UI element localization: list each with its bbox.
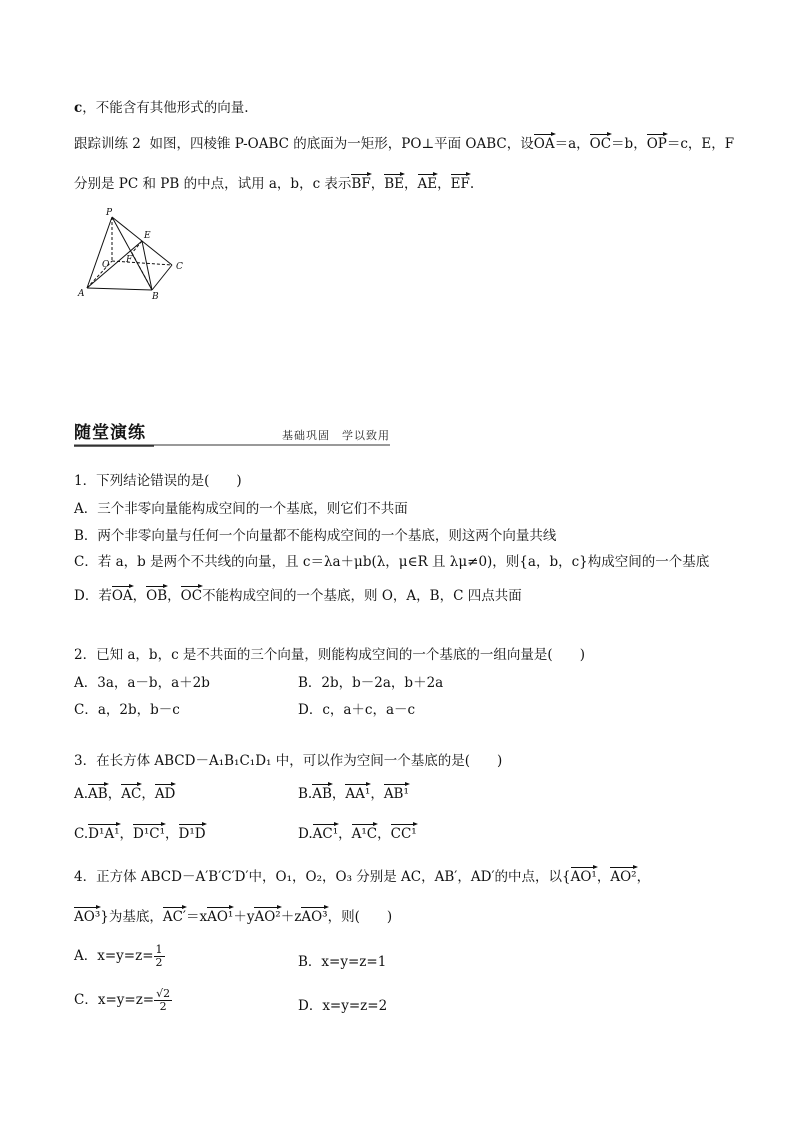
training-line-1 [74,132,734,152]
q3-option-c: C.D¹A¹，D¹C¹，D¹D [74,822,206,842]
q3-option-a: A.AB，AC，AD [74,782,175,802]
q4-rhs-2: ＋y [233,909,255,925]
q2-option-d: D．c，a＋c，a－c [298,702,416,718]
training-end: . [469,176,475,192]
training-text-2: 分别是 PC 和 PB 的中点，试用 a，b，c 表示 [74,176,352,192]
q4-c-den: 2 [159,1000,167,1013]
q1-option-d: D．若OA，OB，OC不能构成空间的一个基底，则 O，A，B，C 四点共面 [74,584,522,604]
q4-c-pre: C．x=y=z= [74,992,155,1008]
q4-stem-line-2 [74,905,392,925]
vector-bf: BF [351,172,370,192]
q4-basis-v2: AO² [610,865,636,885]
q3-a-v3: AD [155,782,176,802]
q4-stem-line-1: 4．正方体 ABCD－A′B′C′D′中，O₁，O₂，O₃ 分别是 AC，AB′，AD′的中点，以{AO¹，AO²， [74,865,650,885]
q1-stem: 1．下列结论错误的是( ) [74,473,242,489]
q1-option-b: B．两个非零向量与任何一个向量都不能构成空间的一个基底，则这两个向量共线 [74,528,557,544]
q4-option-c [74,988,172,1013]
q1-d-vec-oa: OA [112,584,133,604]
q1-d-pre: D．若 [74,588,112,604]
q4-option-b: B．x=y=z=1 [298,954,387,970]
q3-c-v2: D¹C¹ [133,822,165,842]
q3-a-v2: AC [121,782,141,802]
vector-ae: AE [418,172,438,192]
q3-b-label: B. [298,786,313,802]
q4-rhs-1: ＝x [185,909,208,925]
training-line-2: 分别是 PC 和 PB 的中点，试用 a，b，c 表示BF，BE，AE，EF. [74,172,474,192]
intro-text: ，不能含有其他形式的向量. [82,100,249,116]
q3-c-v1: D¹A¹ [88,822,119,842]
section-tag: 基础巩固 学以致用 [282,429,390,442]
q4-a-fraction [154,944,165,969]
vector-op: OP [647,132,667,152]
q3-c-label: C. [74,826,89,842]
q3-b-v2: AA¹ [345,782,370,802]
q3-a-v1: AB [88,782,108,802]
vector-ef: EF [451,172,470,192]
q3-b-v3: AB¹ [384,782,409,802]
label-f: F [126,255,133,265]
intro-line [74,96,249,116]
vector-be: BE [384,172,404,192]
q4-a-num: 1 [155,943,163,956]
q4-c-num: √2 [156,987,171,1000]
q4-a-pre: A．x=y=z= [74,948,154,964]
q2-option-b: B．2b，b－2a，b＋2a [298,675,444,691]
q4-option-d: D．x=y=z=2 [298,998,388,1014]
label-a: A [78,289,85,299]
q3-d-v2: A¹C [352,822,378,842]
q3-stem: 3．在长方体 ABCD－A₁B₁C₁D₁ 中，可以作为空间一个基底的是( ) [74,753,503,769]
label-p: P [106,208,113,218]
q4-c-fraction [154,988,172,1013]
q4-rhs-v3: AO³ [301,905,327,925]
training-eq-b: ＝b， [611,136,647,152]
section-rule [74,442,390,448]
vector-oc: OC [590,132,611,152]
q4-stem-1: 4．正方体 ABCD－A′B′C′D′中，O₁，O₂，O₃ 分别是 AC，AB′，AD′的中点，以{ [74,869,571,885]
q3-a-label: A. [74,786,89,802]
intro-bold: c [74,100,83,116]
label-e: E [144,231,151,241]
q3-c-v3: D¹D [179,822,206,842]
q4-option-a [74,944,165,969]
q2-option-a: A．3a，a－b，a＋2b [74,675,210,691]
q4-basis-v3: AO³ [74,905,100,925]
q4-stem-2: }为基底， [100,909,163,925]
training-text-1: 如图，四棱锥 P-OABC 的底面为一矩形，PO⊥平面 OABC，设 [149,136,534,152]
training-label: 跟踪训练 2 [74,136,141,152]
q4-a-den: 2 [155,956,163,969]
q4-lhs-vec: AC′ [163,905,186,925]
label-c: C [176,262,183,272]
q4-tail: ，则( ) [327,909,393,925]
q2-option-c: C．a，2b，b－c [74,702,180,718]
q4-basis-v1: AO¹ [571,865,597,885]
q1-option-a: A．三个非零向量能构成空间的一个基底，则它们不共面 [74,501,408,517]
label-o: O [102,260,110,270]
q1-d-vec-oc: OC [181,584,202,604]
q3-b-v1: AB [312,782,332,802]
q1-d-vec-ob: OB [146,584,167,604]
q3-option-d: D.AC¹，A¹C，CC¹ [298,822,417,842]
q3-d-label: D. [298,826,313,842]
pyramid-figure [72,205,197,300]
q3-d-v1: AC¹ [313,822,339,842]
q1-option-c: C．若 a，b 是两个不共线的向量，且 c＝λa＋μb(λ，μ∈R 且 λμ≠0)，则{a，b，c}构成空间的一个基底 [74,554,710,570]
vector-oa: OA [534,132,555,152]
q3-d-v3: CC¹ [391,822,417,842]
training-eq-c: ＝c，E，F [666,136,735,152]
q1-d-post: 不能构成空间的一个基底，则 O，A，B，C 四点共面 [202,588,522,604]
q4-rhs-3: ＋z [280,909,302,925]
training-eq-a: ＝a， [554,136,590,152]
q4-rhs-v1: AO¹ [207,905,233,925]
q4-rhs-v2: AO² [254,905,280,925]
label-b: B [152,292,159,300]
q3-option-b: B.AB，AA¹，AB¹ [298,782,409,802]
q2-stem: 2．已知 a，b，c 是不共面的三个向量，则能构成空间的一个基底的一组向量是( ) [74,647,585,663]
section-title: 随堂演练 [74,423,146,443]
